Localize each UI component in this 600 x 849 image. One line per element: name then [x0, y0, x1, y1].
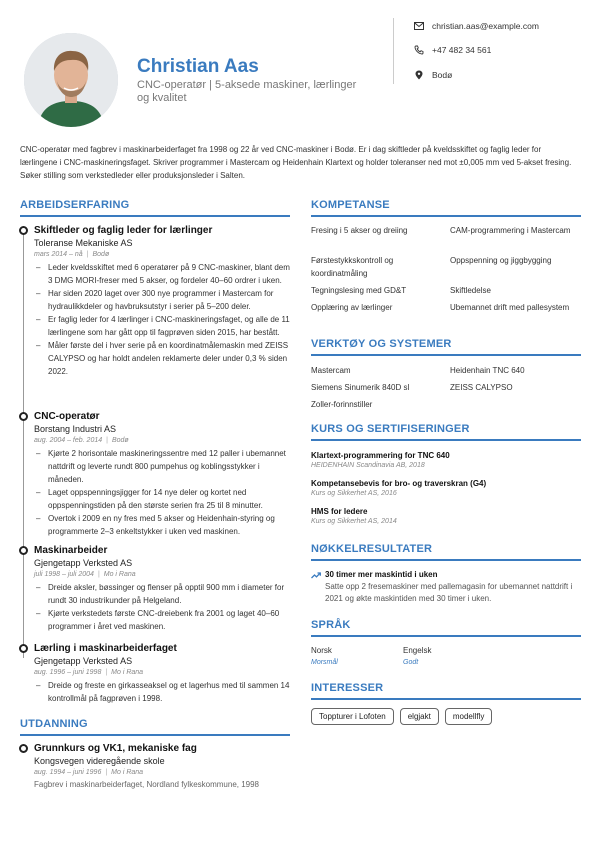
timeline-dot: [19, 226, 28, 235]
job-bullet: – Leder kveldsskiftet med 6 operatører på 9 CNC-maskiner, blant dem 3 DMG MORI-freser med 5 akser, og fordeler 40–60 ordrer i uken.: [34, 261, 294, 287]
timeline-dot: [19, 744, 28, 753]
education-school: Kongsvegen videregående skole: [34, 756, 165, 766]
course-org: Kurs og Sikkerhet AS, 2016: [311, 490, 397, 497]
job-company: Toleranse Mekaniske AS: [34, 238, 133, 248]
interest-tags: [311, 708, 492, 725]
meta-separator: |: [86, 251, 89, 258]
language-item: [311, 645, 338, 669]
job-dates: mars 2014 – nå: [34, 251, 83, 258]
job-company: Gjengetapp Verksted AS: [34, 656, 133, 666]
course-org: Kurs og Sikkerhet AS, 2014: [311, 518, 397, 525]
contact-phone[interactable]: [414, 45, 491, 55]
education-location: Mo i Rana: [111, 769, 144, 776]
experience-item: [34, 225, 294, 378]
course-item: [311, 506, 581, 527]
skills-grid: [311, 224, 581, 314]
interest-tag: elgjakt: [400, 708, 439, 725]
section-title-interests: INTERESSER: [311, 682, 384, 694]
education-title: Grunnkurs og VK1, mekaniske fag: [34, 743, 197, 754]
language-level: Godt: [403, 659, 419, 666]
job-title: Maskinarbeider: [34, 545, 108, 556]
section-rule-courses: [311, 439, 581, 441]
job-bullet: – Måler første del i hver serie på en koordinatmålemaskin med ZEISS CALYPSO og har holdt andelen reklamerte deler under 0,3 % siden 2022.: [34, 339, 294, 378]
timeline-dot: [19, 644, 28, 653]
skill-item: Skiftledelse: [450, 286, 491, 295]
job-title: Lærling i maskinarbeiderfaget: [34, 643, 177, 654]
section-title-languages: SPRÅK: [311, 619, 351, 631]
timeline-dot: [19, 412, 28, 421]
section-rule-skills: [311, 215, 581, 217]
education-meta: [34, 767, 294, 778]
job-bullet: – Kjørte 2 horisontale maskineringssentre med 12 paller i ubemannet nattdrift og leverte rundt 800 pumpehus og koblingsstykker i måneden.: [34, 447, 294, 486]
timeline-line-experience: [23, 228, 24, 658]
interest-tag: modellfly: [445, 708, 493, 725]
job-bullet: – Laget oppspenningsjigger for 14 nye deler og kortet ned oppspenningstiden på den største serien fra 25 til 8 minutter.: [34, 486, 294, 512]
tool-item: Heidenhain TNC 640: [450, 366, 525, 375]
tools-grid: [311, 364, 581, 411]
job-dates: aug. 2004 – feb. 2014: [34, 437, 103, 444]
section-title-skills: KOMPETANSE: [311, 199, 390, 211]
section-title-courses: KURS OG SERTIFISERINGER: [311, 423, 470, 435]
job-bullet: – Er faglig leder for 4 lærlinger i CNC-maskineringsfaget, og alle de 11 lærlingene som har gått opp til fagprøven siden 2015, har bestått.: [34, 313, 294, 339]
course-title: Klartext-programmering for TNC 640: [311, 451, 450, 460]
skill-item: Førstestykkskontroll og koordinatmåling: [311, 256, 394, 278]
course-title: HMS for ledere: [311, 507, 368, 516]
job-meta: [34, 249, 294, 260]
job-bullets: [34, 581, 294, 633]
language-name: Engelsk: [403, 646, 432, 655]
job-bullet: – Kjørte verkstedets første CNC-dreiebenk fra 2001 og laget 40–60 programmer i året ved maskinen.: [34, 607, 294, 633]
meta-separator: |: [105, 769, 108, 776]
section-rule-results: [311, 559, 581, 561]
job-meta: [34, 569, 294, 580]
section-rule-languages: [311, 635, 581, 637]
job-location: Mo i Rana: [111, 669, 144, 676]
job-bullet: – Dreide aksler, bøssinger og flenser på opptil 900 mm i diameter for rundt 30 industrikunder på Helgeland.: [34, 581, 294, 607]
job-location: Bodø: [111, 437, 129, 444]
job-company: Gjengetapp Verksted AS: [34, 558, 133, 568]
language-name: Norsk: [311, 646, 332, 655]
job-title: Skiftleder og faglig leder for lærlinger: [34, 225, 213, 236]
experience-item: [34, 643, 294, 705]
section-rule-education: [20, 734, 290, 736]
result-title: 30 timer mer maskintid i uken: [325, 570, 438, 579]
section-title-education: UTDANNING: [20, 718, 88, 730]
course-item: [311, 450, 581, 471]
language-level: Morsmål: [311, 659, 338, 666]
contact-location: [414, 70, 452, 80]
tool-item: ZEISS CALYPSO: [450, 383, 513, 392]
job-company: Borstang Industri AS: [34, 424, 117, 434]
section-rule-tools: [311, 354, 581, 356]
job-location: Mo i Rana: [103, 571, 136, 578]
candidate-name: Christian Aas: [137, 56, 259, 77]
job-bullet: – Overtok i 2009 en ny fres med 5 akser og Heidenhain-styring og programmerte 2–3 enkeltstykker i uken ved maskinen.: [34, 512, 294, 538]
meta-separator: |: [106, 437, 108, 444]
education-dates: aug. 1994 – juni 1996: [34, 769, 102, 776]
education-item: [34, 743, 294, 791]
job-location: Bodø: [92, 251, 110, 258]
course-item: [311, 478, 581, 499]
tool-item: Mastercam: [311, 366, 351, 375]
tool-item: Zoller-forinnstiller: [311, 400, 373, 409]
job-bullets: [34, 679, 294, 705]
interest-tag: Toppturer i Lofoten: [311, 708, 394, 725]
experience-item: [34, 545, 294, 633]
education-note: Fagbrev i maskinarbeiderfaget, Nordland fylkeskommune, 1998: [34, 780, 260, 789]
skill-item: Oppspenning og jiggbygging: [450, 256, 552, 265]
job-bullets: [34, 261, 294, 378]
skill-item: Ubemannet drift med pallesystem: [450, 303, 570, 312]
location-text: Bodø: [432, 70, 453, 80]
location-pin-icon: [414, 70, 424, 80]
job-bullets: [34, 447, 294, 538]
skill-item: CAM-programmering i Mastercam: [450, 226, 571, 235]
email-icon: [414, 22, 424, 30]
job-bullet: – Dreide og freste en girkasseaksel og et lagerhus med til sammen 14 kontrollmål på fagprøven i 1998.: [34, 679, 294, 705]
tool-item: Siemens Sinumerik 840D sl: [311, 383, 410, 392]
profile-photo: [24, 33, 118, 127]
result-description: Satte opp 2 fresemaskiner med pallemagasin for ubemannet nattdrift i 2021 og økte maskintiden med 30 timer i uken.: [325, 582, 573, 603]
header-divider: [393, 18, 394, 84]
trending-up-icon: [311, 572, 321, 579]
meta-separator: |: [105, 669, 108, 676]
language-item: [403, 645, 431, 669]
job-dates: aug. 1996 – juni 1998: [34, 669, 102, 676]
skill-item: Fresing i 5 akser og dreiing: [311, 226, 408, 235]
result-item: [311, 569, 581, 605]
skill-item: Tegningslesing med GD&T: [311, 286, 407, 295]
meta-separator: |: [97, 571, 100, 578]
job-meta: [34, 435, 294, 446]
person-photo-icon: [24, 33, 118, 127]
phone-text: +47 482 34 561: [432, 45, 492, 55]
email-text: christian.aas@example.com: [432, 21, 539, 31]
contact-email[interactable]: [414, 21, 539, 31]
profile-summary: CNC-operatør med fagbrev i maskinarbeiderfaget fra 1998 og 22 år ved CNC-maskiner i Bodø. Er i dag skiftleder på kveldsskiftet og faglig leder for lærlingene i CNC-maskineringsfaget. Skriver programmer i Mastercam og Heidenhain Klartext og holder toleranser ned mot ±0,005 mm ved 5-akset fresing. Søker stilling som verkstedleder eller produksjonsleder i Salten.: [20, 145, 572, 180]
section-title-tools: VERKTØY OG SYSTEMER: [311, 338, 452, 350]
section-rule-experience: [20, 215, 290, 217]
experience-item: [34, 411, 294, 538]
phone-icon: [414, 45, 424, 55]
timeline-dot: [19, 546, 28, 555]
skill-item: Opplæring av lærlinger: [311, 303, 393, 312]
section-rule-interests: [311, 698, 581, 700]
course-title: Kompetansebevis for bro- og traverskran (G4): [311, 479, 487, 488]
job-bullet: – Har siden 2020 laget over 300 nye programmer i Mastercam for hydraulikkdeler og havbruksutstyr i serier på 5–200 deler.: [34, 287, 294, 313]
job-title: CNC-operatør: [34, 411, 100, 422]
candidate-headline: CNC-operatør | 5-aksede maskiner, lærlinger og kvalitet: [137, 79, 357, 104]
section-title-experience: ARBEIDSERFARING: [20, 199, 130, 211]
job-meta: [34, 667, 294, 678]
course-org: HEIDENHAIN Scandinavia AB, 2018: [311, 462, 425, 469]
section-title-results: NØKKELRESULTATER: [311, 543, 433, 555]
job-dates: juli 1998 – juli 2004: [34, 571, 94, 578]
